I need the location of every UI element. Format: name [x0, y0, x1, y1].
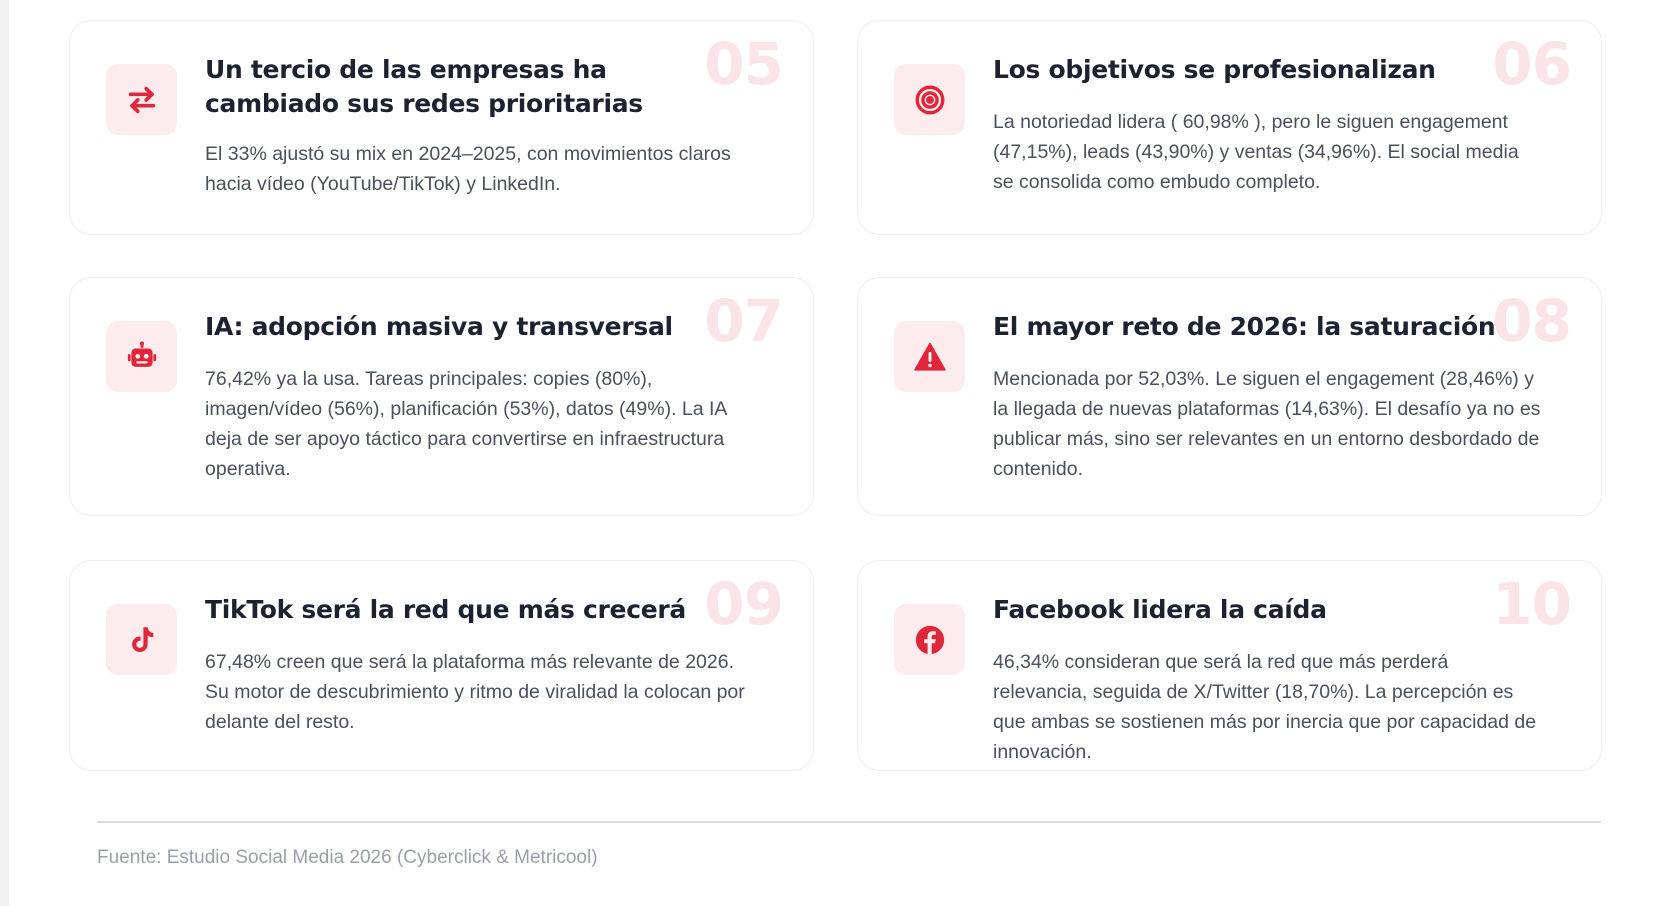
source-note: Fuente: Estudio Social Media 2026 (Cyberclick & Metricool)	[97, 847, 598, 868]
insight-card-08	[857, 277, 1602, 516]
card-number: 08	[1492, 287, 1571, 355]
card-number: 06	[1492, 30, 1571, 98]
insight-card-07	[69, 277, 814, 516]
tiktok-icon	[106, 604, 177, 675]
footer-divider	[97, 821, 1601, 823]
card-title: Un tercio de las empresas ha cambiado sus redes prioritarias	[205, 55, 643, 118]
card-title: El mayor reto de 2026: la saturación	[993, 312, 1496, 341]
card-description: 67,48% creen que será la plataforma más relevante de 2026. Su motor de descubrimiento y ritmo de viralidad la colocan por delante del resto.	[205, 651, 745, 733]
insight-card-10	[857, 560, 1602, 771]
target-icon	[894, 64, 965, 135]
facebook-icon	[894, 604, 965, 675]
warning-icon	[894, 321, 965, 392]
card-description: El 33% ajustó su mix en 2024–2025, con movimientos claros hacia vídeo (YouTube/TikTok) y LinkedIn.	[205, 143, 731, 195]
swap-arrows-icon	[106, 64, 177, 135]
card-number: 05	[704, 30, 783, 98]
card-description: La notoriedad lidera ( 60,98% ), pero le siguen engagement (47,15%), leads (43,90%) y ventas (34,96%). El social media se consolida como embudo completo.	[993, 111, 1519, 193]
card-description: 46,34% consideran que será la red que más perderá relevancia, seguida de X/Twitter (18,70%). La percepción es que ambas se sostienen más por inercia que por capacidad de innovación.	[993, 651, 1537, 763]
insight-card-06	[857, 20, 1602, 235]
robot-icon	[106, 321, 177, 392]
card-description: Mencionada por 52,03%. Le siguen el engagement (28,46%) y la llegada de nuevas plataformas (14,63%). El desafío ya no es publicar más, sino ser relevantes en un entorno desbordado de contenido.	[993, 368, 1541, 480]
card-number: 09	[704, 570, 783, 638]
insight-card-09	[69, 560, 814, 771]
page-left-edge	[0, 0, 9, 906]
card-title: IA: adopción masiva y transversal	[205, 312, 673, 341]
card-title: Facebook lidera la caída	[993, 595, 1327, 624]
card-number: 10	[1492, 570, 1571, 638]
card-title: TikTok será la red que más crecerá	[205, 595, 686, 624]
card-title: Los objetivos se profesionalizan	[993, 55, 1436, 84]
insight-card-05	[69, 20, 814, 235]
card-number: 07	[704, 287, 783, 355]
card-description: 76,42% ya la usa. Tareas principales: copies (80%), imagen/vídeo (56%), planificación (53%), datos (49%). La IA deja de ser apoyo táctico para convertirse en infraestructura operativa.	[205, 368, 727, 480]
